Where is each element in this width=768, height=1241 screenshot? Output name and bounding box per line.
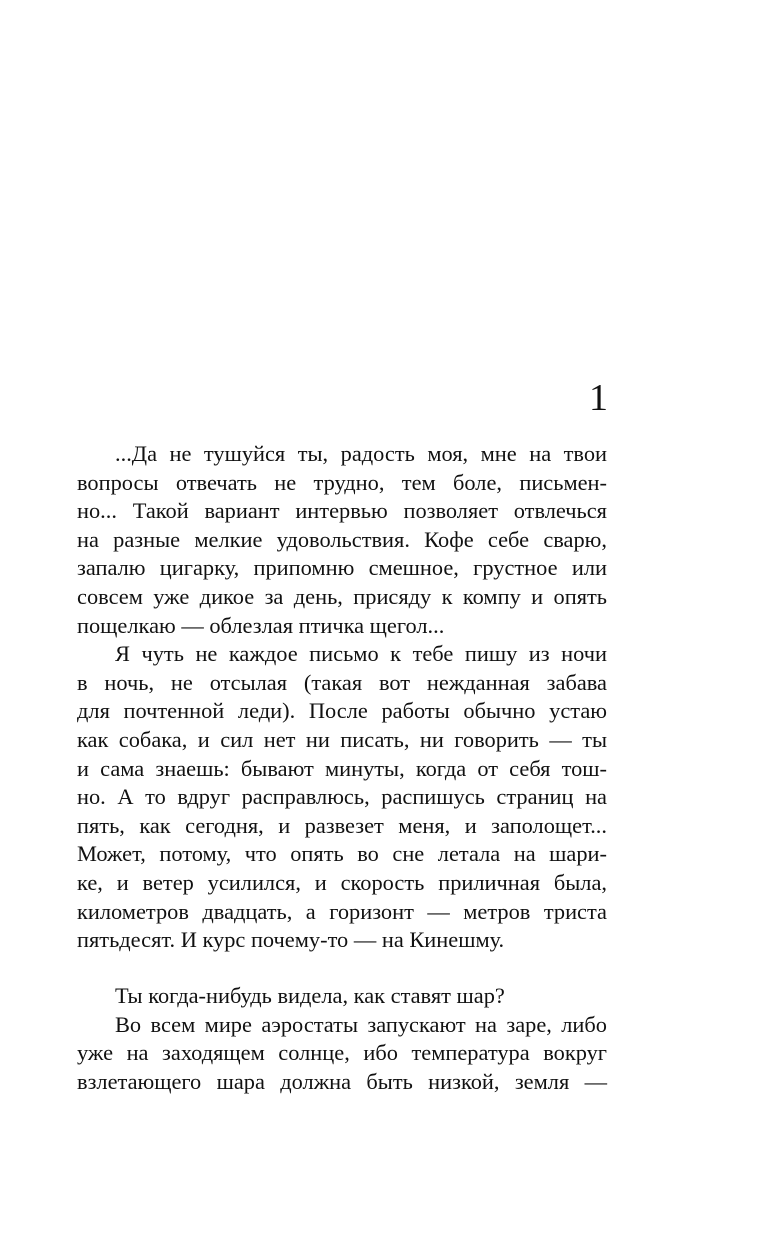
- text-line: уже на заходящем солнце, ибо температура вокруг: [77, 1040, 607, 1066]
- text-line: взлетающего шара должна быть низкой, земля —: [77, 1068, 607, 1094]
- paragraph-1: [77, 440, 607, 640]
- text-line: и сама знаешь: бывают минуты, когда от себя тош-: [77, 755, 607, 781]
- text-line: ...Да не тушуйся ты, радость моя, мне на твои: [115, 441, 607, 466]
- paragraph-2: [77, 640, 607, 955]
- text-line: запалю цигарку, припомню смешное, грустное или: [77, 555, 607, 581]
- text-line: на разные мелкие удовольствия. Кофе себе сварю,: [77, 526, 607, 552]
- text-line: Ты когда-нибудь видела, как ставят шар?: [115, 983, 505, 1008]
- text-line: но. А то вдруг расправлюсь, распишусь страниц на: [77, 784, 607, 810]
- text-line: вопросы отвечать не трудно, тем боле, письмен-: [77, 469, 607, 495]
- text-line: но... Такой вариант интервью позволяет отвлечься: [77, 498, 607, 524]
- text-line: Может, потому, что опять во сне летала на шари-: [77, 841, 607, 867]
- text-line: в ночь, не отсылая (такая вот нежданная забава: [77, 669, 607, 695]
- paragraph-3: [77, 982, 607, 1011]
- text-line: километров двадцать, а горизонт — метров триста: [77, 898, 607, 924]
- text-line: совсем уже дикое за день, присяду к компу и опять: [77, 583, 607, 609]
- chapter-number: 1: [589, 377, 608, 419]
- text-line: пятьдесят. И курс почему-то — на Кинешму.: [77, 927, 505, 953]
- text-line: пощелкаю — облезлая птичка щегол...: [77, 612, 445, 638]
- text-line: ке, и ветер усилился, и скорость приличная была,: [77, 869, 607, 895]
- text-line: Я чуть не каждое письмо к тебе пишу из ночи: [115, 641, 607, 667]
- text-line: для почтенной леди). После работы обычно устаю: [77, 698, 607, 724]
- text-block-second: [77, 982, 607, 1096]
- text-block-first: [77, 440, 607, 955]
- text-line: Во всем мире аэростаты запускают на заре, либо: [115, 1011, 607, 1037]
- paragraph-4: [77, 1011, 607, 1097]
- text-line: пять, как сегодня, и развезет меня, и заполощет...: [77, 812, 607, 838]
- text-line: как собака, и сил нет ни писать, ни говорить — ты: [77, 726, 607, 752]
